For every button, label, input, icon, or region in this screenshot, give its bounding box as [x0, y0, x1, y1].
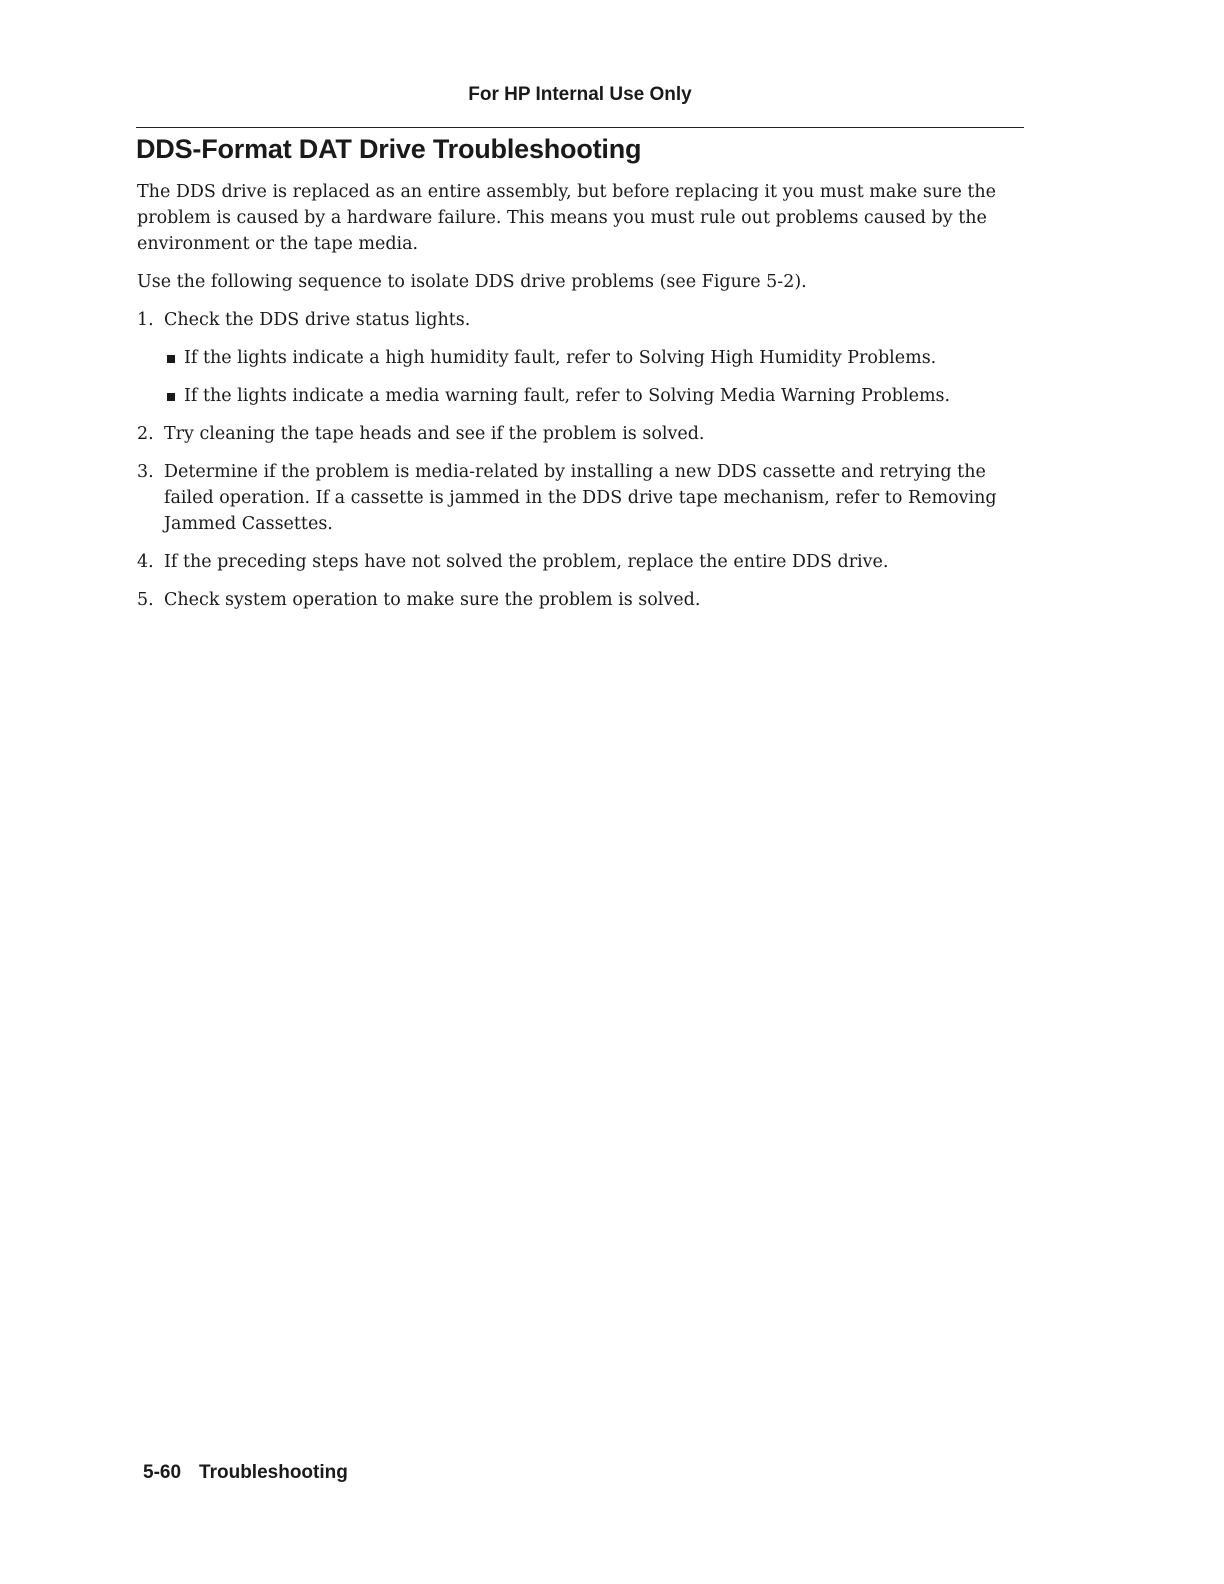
step-item [137, 459, 1017, 537]
step-number: 1. [137, 310, 154, 330]
step-text: Determine if the problem is media-related by installing a new DDS cassette and retrying the failed operation. If a cassette is jammed in the DDS drive tape mechanism, refer to Removing Jammed Cassettes. [164, 462, 997, 534]
step-text: Try cleaning the tape heads and see if the problem is solved. [164, 424, 705, 444]
chapter-name: Troubleshooting [199, 1462, 348, 1483]
section-rule [136, 127, 1024, 128]
step-number: 5. [137, 590, 154, 610]
troubleshooting-steps [137, 307, 1017, 613]
step-item [137, 549, 1017, 575]
page-footer [143, 1462, 348, 1484]
intro-paragraph: The DDS drive is replaced as an entire assembly, but before replacing it you must make sure the problem is caused by a hardware failure. This means you must rule out problems caused by the environment or the tape media. [137, 182, 997, 254]
step-item [137, 307, 1017, 409]
step-text: If the preceding steps have not solved the problem, replace the entire DDS drive. [164, 552, 889, 572]
step-number: 4. [137, 552, 154, 572]
step-number: 2. [137, 424, 154, 444]
square-bullet-icon [167, 393, 175, 401]
page-number: 5-60 [143, 1462, 182, 1483]
step-item [137, 421, 1017, 447]
step-bullets [164, 345, 1017, 409]
step-text: Check the DDS drive status lights. [164, 310, 471, 330]
step-number: 3. [137, 462, 154, 482]
sequence-intro-paragraph: Use the following sequence to isolate DDS drive problems (see Figure 5-2). [137, 272, 807, 292]
bullet-item [164, 383, 1017, 409]
square-bullet-icon [167, 355, 175, 363]
internal-use-header: For HP Internal Use Only [468, 84, 692, 105]
bullet-text: If the lights indicate a high humidity fault, refer to Solving High Humidity Problems. [184, 348, 937, 368]
step-text: Check system operation to make sure the problem is solved. [164, 590, 701, 610]
section-body [137, 179, 1017, 625]
step-item [137, 587, 1017, 613]
section-title: DDS-Format DAT Drive Troubleshooting [136, 134, 642, 164]
bullet-text: If the lights indicate a media warning fault, refer to Solving Media Warning Problems. [184, 386, 951, 406]
bullet-item [164, 345, 1017, 371]
